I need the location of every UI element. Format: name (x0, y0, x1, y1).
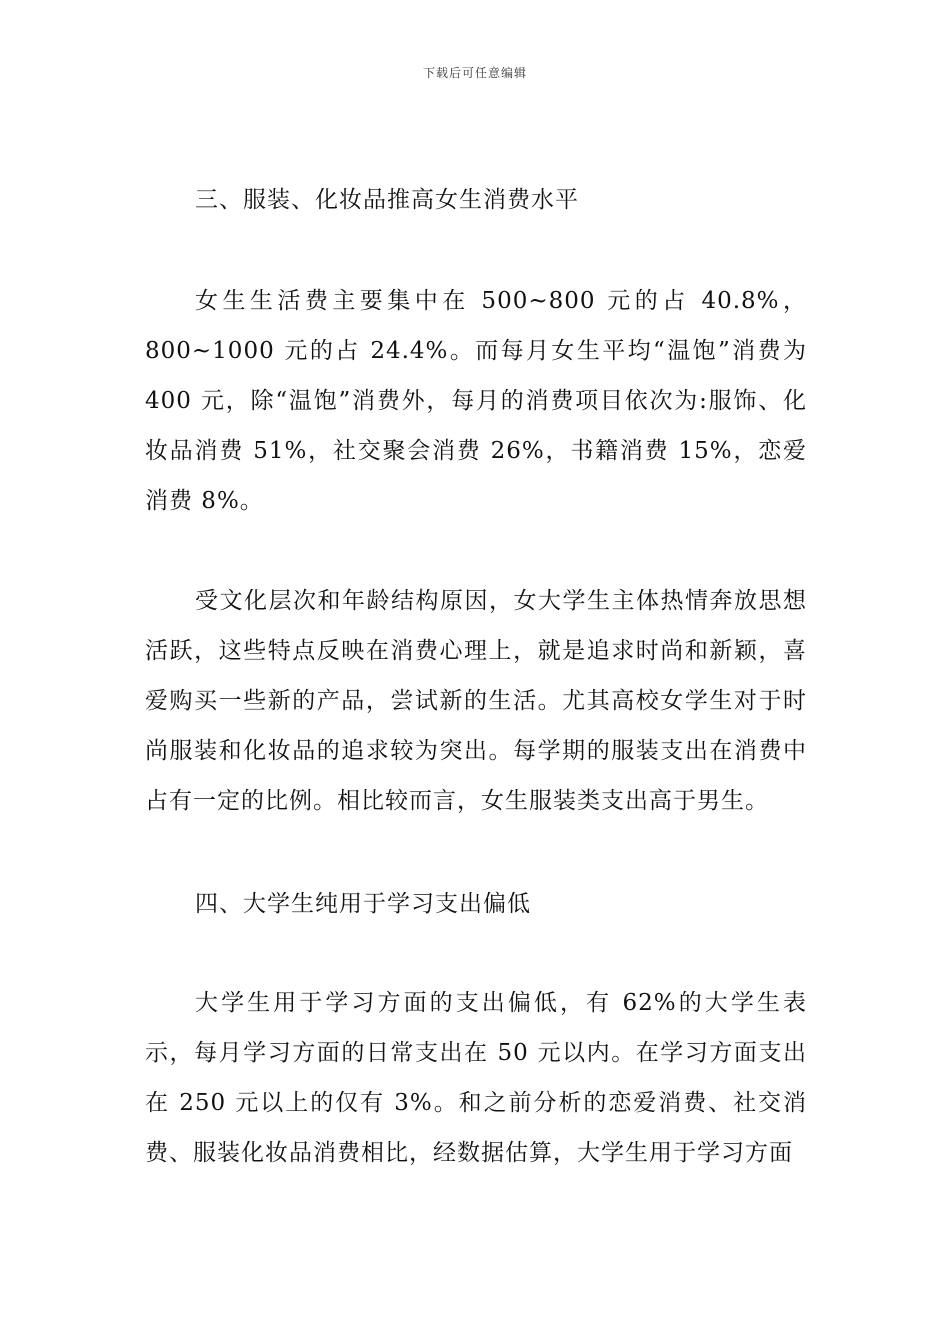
spacer (145, 526, 807, 576)
section-heading-4: 四、大学生纯用于学习支出偏低 (195, 891, 531, 917)
paragraph-fashion-cosmetics: 受文化层次和年龄结构原因，女大学生主体热情奔放思想活跃，这些特点反映在消费心理上，就是追求时尚和新颖，喜爱购买一些新的产品，尝试新的生活。尤其高校女学生对于时尚服装和化妆品的追求较为突出。每学期的服装支出在消费中占有一定的比例。相比较而言，女生服装类支出高于男生。 (145, 588, 807, 814)
spacer (145, 222, 807, 276)
paragraph-female-spending: 女生生活费主要集中在 500~800 元的占 40.8%，800~1000 元的占 24.4%。而每月女生平均“温饱”消费为 400 元，除“温饱”消费外，每月的消费项目依次为:服饰、化妆品消费 51%，社交聚会消费 26%，书籍消费 15%，恋爱消费 8%。 (145, 288, 807, 514)
spacer (145, 826, 807, 882)
page-header: 下载后可任意编辑 (422, 66, 527, 80)
section-heading-3: 三、服装、化妆品推高女生消费水平 (195, 187, 579, 213)
paragraph-study-spending: 大学生用于学习方面的支出偏低，有 62%的大学生表示，每月学习方面的日常支出在 50 元以内。在学习方面支出在 250 元以上的仅有 3%。和之前分析的恋爱消费、社交消费、服装化妆品消费相比，经数据估算，大学生用于学习方面 (145, 990, 807, 1166)
spacer (145, 926, 807, 978)
document-body (145, 178, 807, 1178)
